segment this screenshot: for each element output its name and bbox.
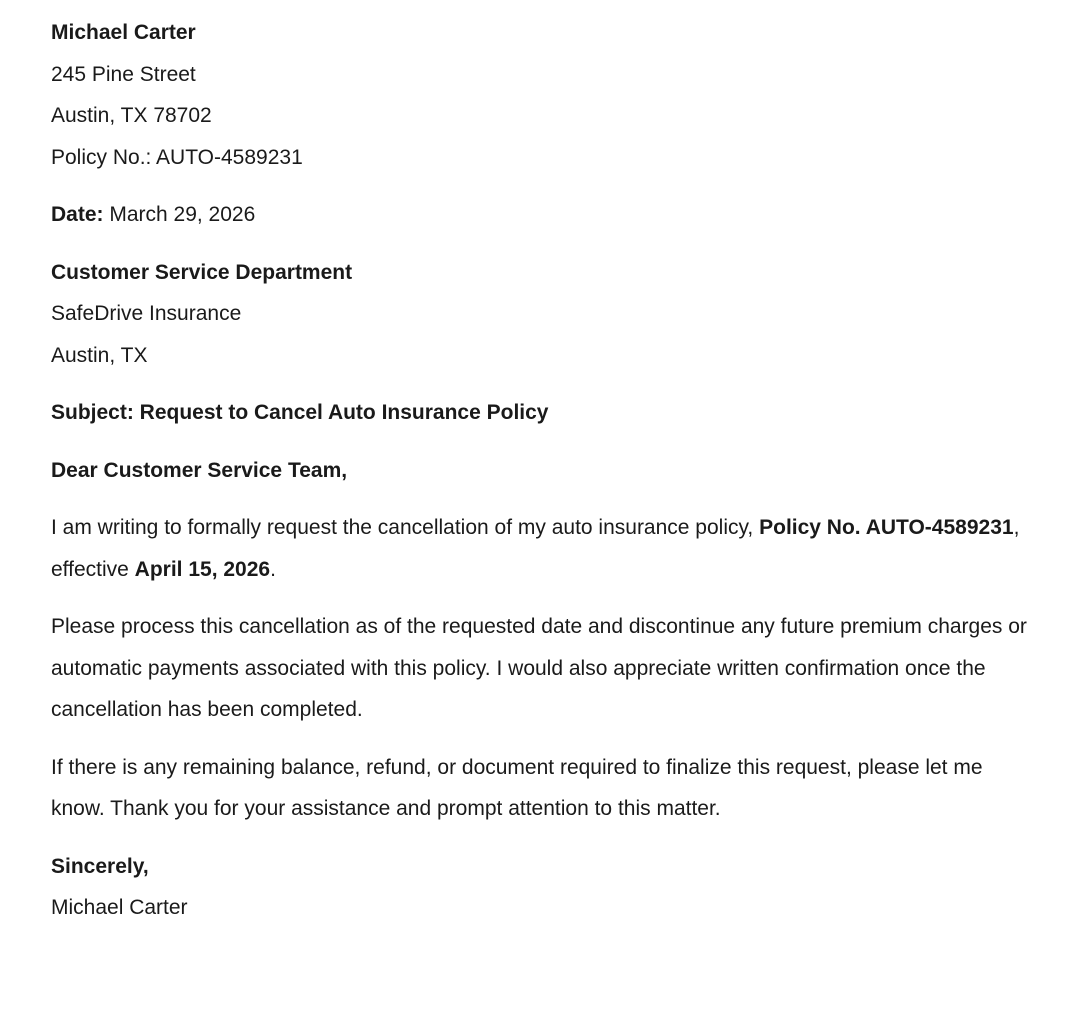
recipient-department: Customer Service Department (51, 260, 353, 284)
recipient-company: SafeDrive Insurance (51, 302, 242, 325)
sender-block (51, 12, 1038, 178)
recipient-block (51, 252, 1038, 377)
body-p1-text-3: . (270, 557, 276, 581)
date-label: Date: (51, 203, 104, 226)
closing-block (51, 846, 1038, 929)
body-p1-text-1: I am writing to formally request the cancellation of my auto insurance policy, (51, 516, 760, 539)
closing-signature: Michael Carter (51, 896, 188, 919)
closing-signoff: Sincerely, (51, 854, 149, 878)
date-value: March 29, 2026 (103, 203, 256, 226)
body-p1-text-2: , effective (51, 516, 1020, 581)
sender-name: Michael Carter (51, 21, 196, 44)
body-p1-policy-number: Policy No. AUTO-4589231 (759, 516, 1014, 539)
subject-line: Subject: Request to Cancel Auto Insurance Policy (51, 401, 549, 424)
body-p1-effective-date: April 15, 2026 (134, 557, 271, 581)
sender-policy-number: Policy No.: AUTO-4589231 (51, 145, 303, 169)
body-paragraph-1 (51, 507, 1038, 590)
sender-address-line1: 245 Pine Street (51, 62, 196, 86)
date-line (51, 194, 1038, 236)
recipient-location: Austin, TX (51, 343, 148, 367)
sender-address-line2: Austin, TX 78702 (51, 104, 212, 127)
body-paragraph-2: Please process this cancellation as of the requested date and discontinue any future premium charges or automatic payments associated with this policy. I would also appreciate written confirmation once the cancellation has been completed. (51, 615, 1027, 721)
salutation: Dear Customer Service Team, (51, 458, 348, 482)
body-paragraph-3: If there is any remaining balance, refund, or document required to finalize this request, please let me know. Thank you for your assistance and prompt attention to this matter. (51, 755, 983, 820)
